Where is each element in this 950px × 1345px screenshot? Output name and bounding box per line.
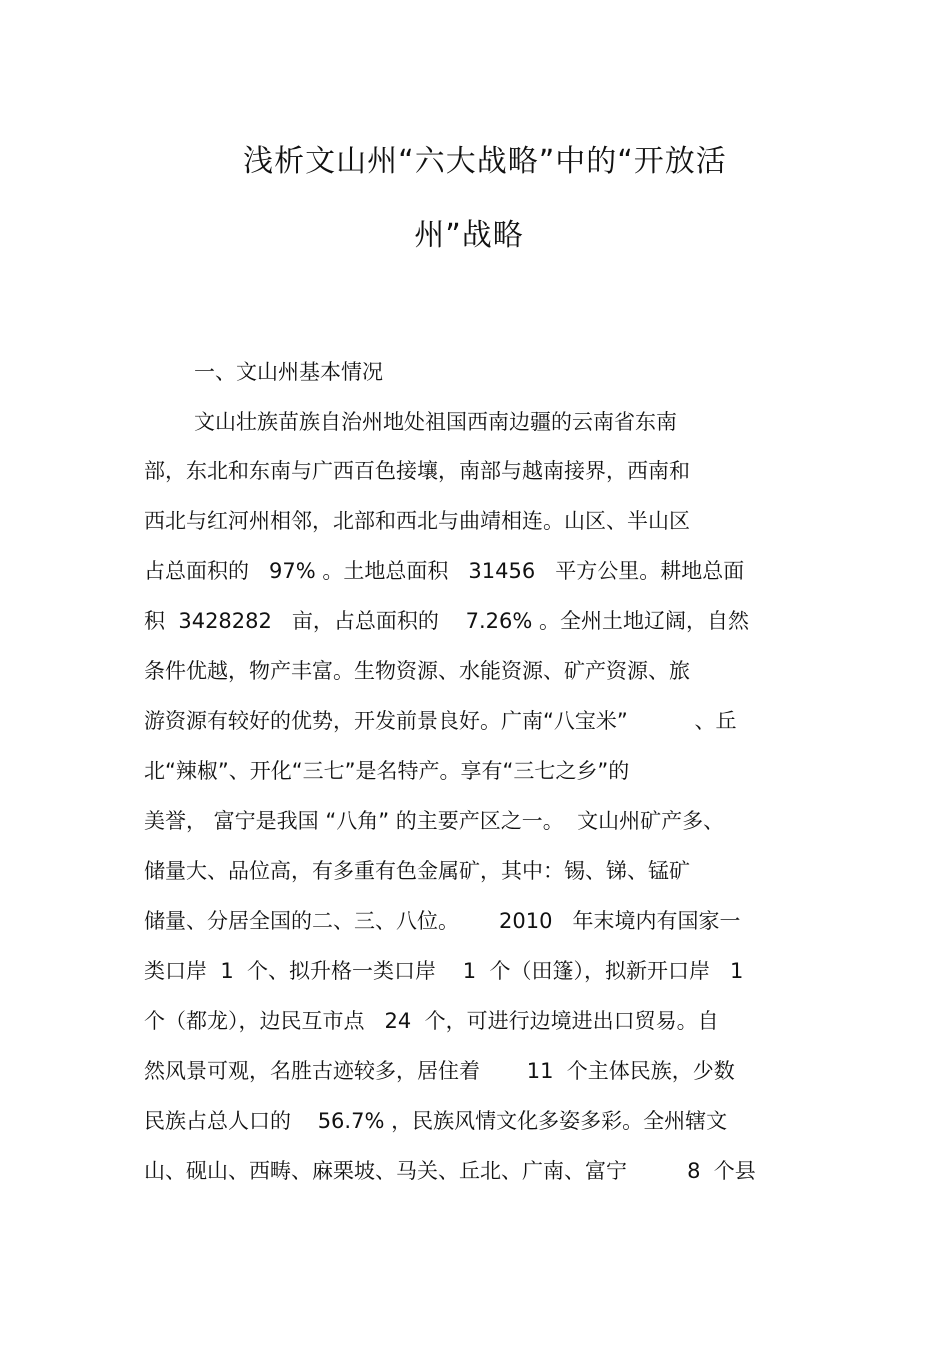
title-line-2: 州”战略 bbox=[414, 218, 524, 253]
paragraph-line-7: 游资源有较好的优势，开发前景良好。广南“八宝米” 、丘 bbox=[144, 709, 737, 733]
paragraph-line-6: 条件优越，物产丰富。生物资源、水能资源、矿产资源、旅 bbox=[144, 659, 690, 683]
paragraph-line-2: 部，东北和东南与广西百色接壤，南部与越南接界，西南和 bbox=[144, 459, 690, 483]
paragraph-line-9: 美誉， 富宁是我国 “八角” 的主要产区之一。 文山州矿产多、 bbox=[144, 809, 725, 833]
paragraph-line-12: 类口岸 1 个、拟升格一类口岸 1 个（田篷），拟新开口岸 1 bbox=[144, 959, 744, 983]
paragraph-line-1: 文山壮族苗族自治州地处祖国西南边疆的云南省东南 bbox=[194, 410, 677, 434]
section-heading: 一、文山州基本情况 bbox=[194, 360, 383, 384]
paragraph-line-16: 山、砚山、西畴、麻栗坡、马关、丘北、广南、富宁 8 个县 bbox=[144, 1159, 756, 1183]
paragraph-line-14: 然风景可观，名胜古迹较多，居住着 11 个主体民族，少数 bbox=[144, 1059, 735, 1083]
title-line-1: 浅析文山州“六大战略”中的“开放活 bbox=[243, 144, 727, 179]
paragraph-line-4: 占总面积的 97% 。土地总面积 31456 平方公里。耕地总面 bbox=[144, 559, 745, 583]
paragraph-line-5: 积 3428282 亩，占总面积的 7.26% 。全州土地辽阔，自然 bbox=[144, 609, 749, 633]
paragraph-line-13: 个（都龙），边民互市点 24 个，可进行边境进出口贸易。自 bbox=[144, 1009, 719, 1033]
paragraph-line-15: 民族占总人口的 56.7% ，民族风情文化多姿多彩。全州辖文 bbox=[144, 1109, 728, 1133]
paragraph-line-10: 储量大、品位高，有多重有色金属矿，其中：锡、锑、锰矿 bbox=[144, 859, 690, 883]
paragraph-line-8: 北“辣椒”、开化“三七”是名特产。享有“三七之乡”的 bbox=[144, 759, 630, 783]
paragraph-line-11: 储量、分居全国的二、三、八位。 2010 年末境内有国家一 bbox=[144, 909, 741, 933]
paragraph-line-3: 西北与红河州相邻，北部和西北与曲靖相连。山区、半山区 bbox=[144, 509, 690, 533]
